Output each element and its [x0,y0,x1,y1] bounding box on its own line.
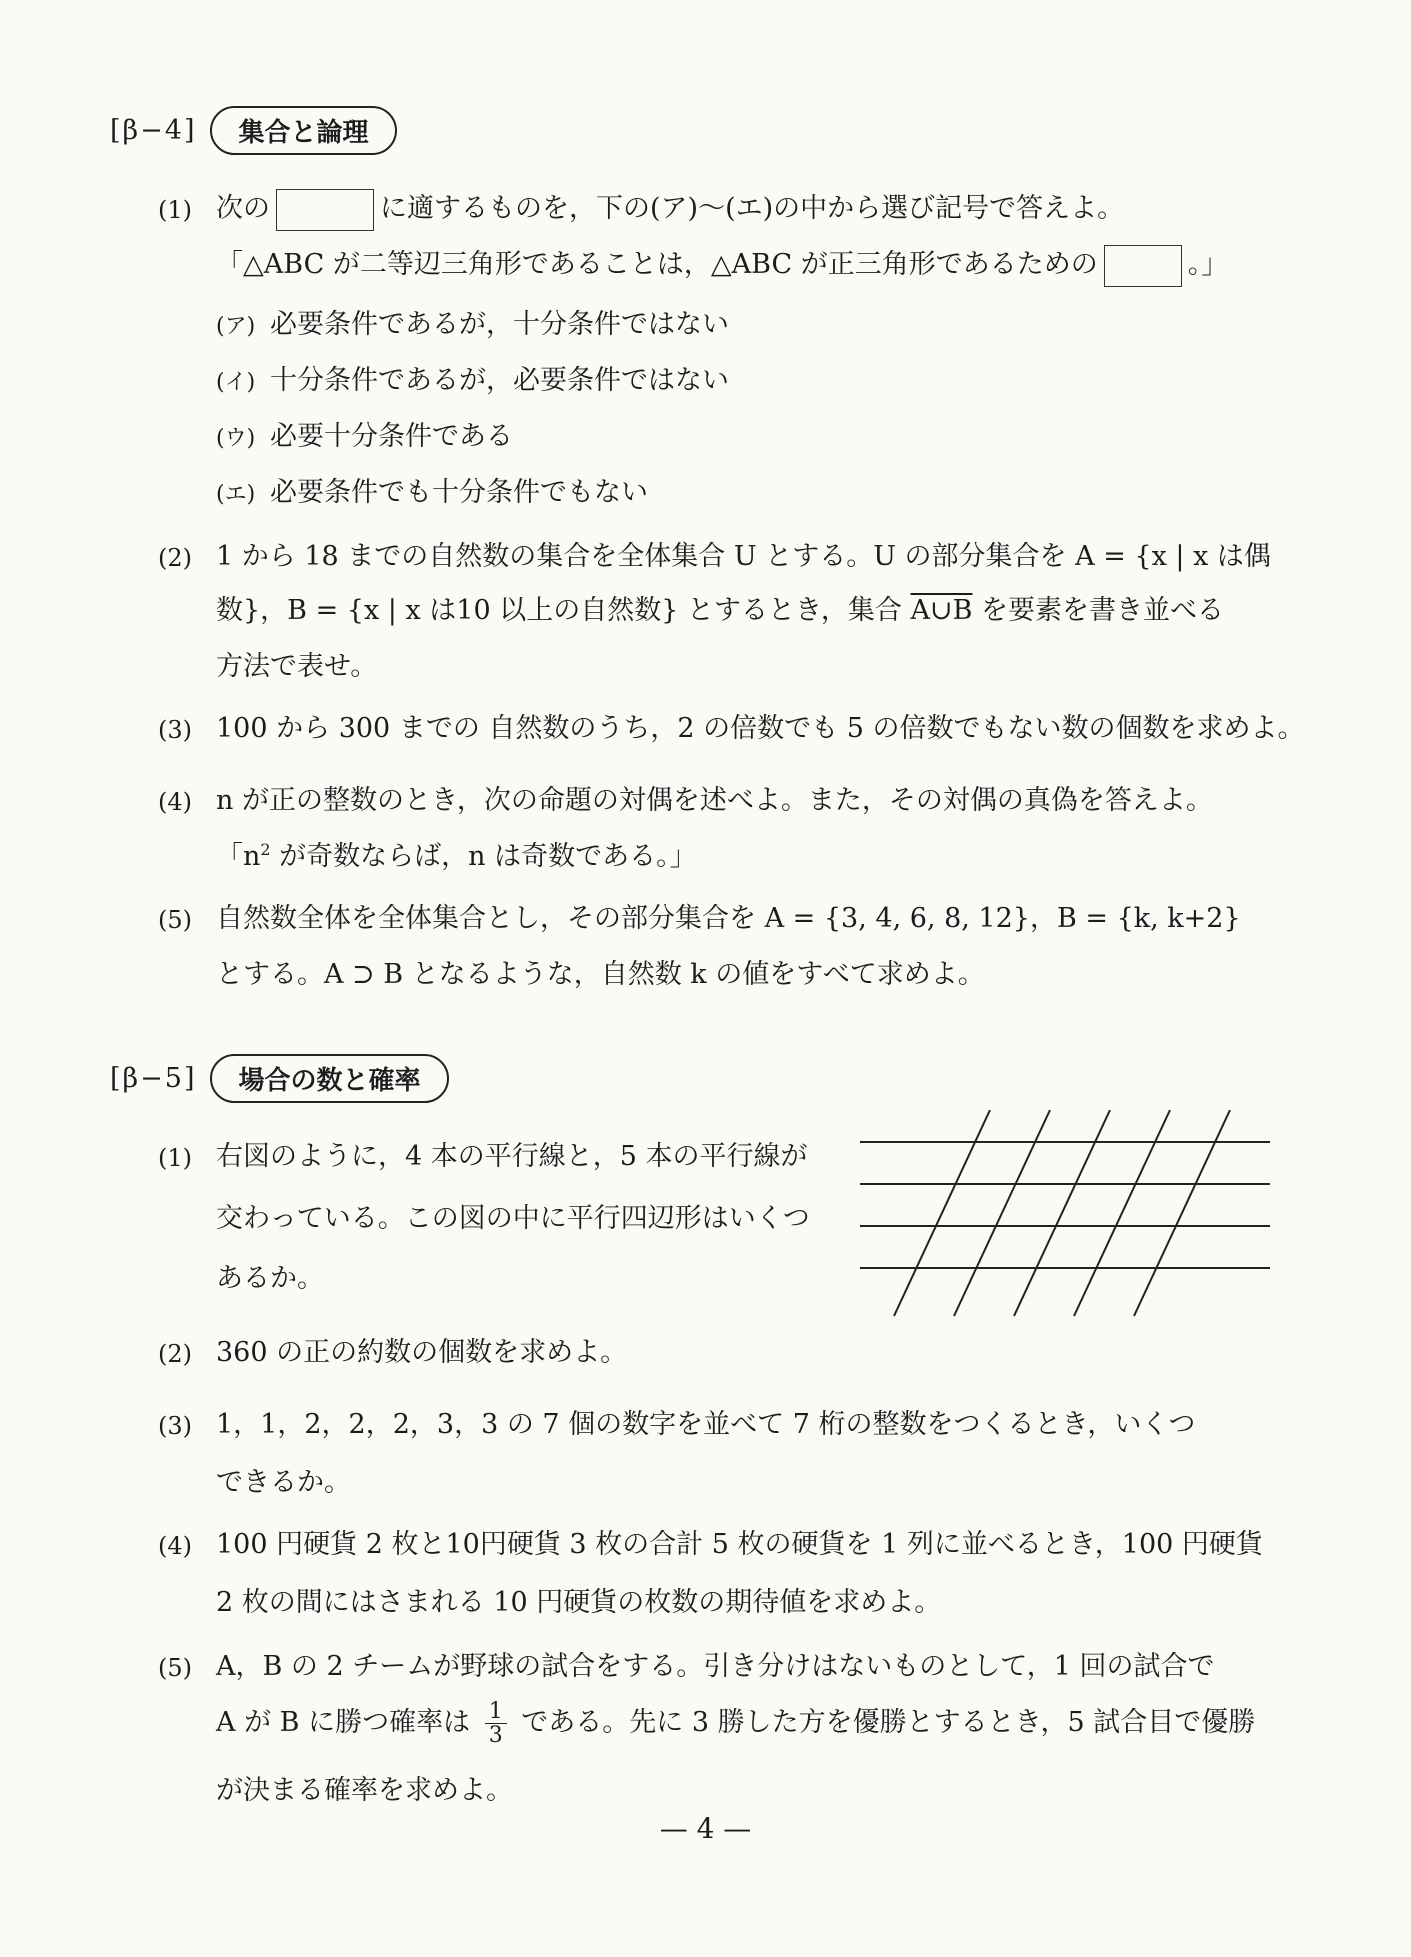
question-text [216,186,1124,231]
section-title: 集合と論理 [210,106,396,155]
option-mark: (イ) [216,370,256,395]
option-text: 必要条件でも十分条件でもない [270,477,648,508]
q-number: (1) [158,196,192,224]
slanted-line [1074,1110,1170,1316]
question-text [216,242,1228,287]
q-number: (4) [158,1532,192,1560]
q-number: (4) [158,788,192,816]
page-number: — 4 — [659,1812,752,1845]
answer-blank [1104,245,1182,287]
question-text: 1 から 18 までの自然数の集合を全体集合 U とする。U の部分集合を A = {x | x は偶 [216,541,1271,572]
question-text [216,1700,1255,1747]
text: 。」 [1187,249,1229,280]
section-header-b5 [110,1054,449,1103]
q-number: (3) [158,716,192,744]
option-item [216,414,513,453]
text: である。先に 3 勝した方を優勝とするとき，5 試合目で優勝 [521,1707,1256,1739]
question-text: 交わっている。この図の中に平行四辺形はいくつ [216,1203,810,1234]
answer-blank [276,189,374,231]
question-text: 1，1，2，2，2，3，3 の 7 個の数字を並べて 7 桁の整数をつくるとき，いくつ [216,1409,1196,1440]
text: 次の [216,193,270,224]
option-item [216,302,729,341]
question-text: 100 円硬貨 2 枚と10円硬貨 3 枚の合計 5 枚の硬貨を 1 列に並べるとき，100 円硬貨 [216,1529,1263,1560]
fraction-denominator: 3 [488,1723,503,1749]
question-text [216,588,1224,627]
text: に適するものを，下の(ア)〜(エ)の中から選び記号で答えよ。 [380,193,1125,224]
question-text: 100 から 300 までの 自然数のうち，2 の倍数でも 5 の倍数でもない数の個数を求めよ。 [216,713,1305,744]
question-text: 右図のように，4 本の平行線と，5 本の平行線が [216,1141,808,1172]
section-id: [β−4] [110,115,197,146]
option-item [216,470,648,509]
question-text [216,834,697,873]
question-text: あるか。 [216,1263,324,1294]
question-text: A，B の 2 チームが野球の試合をする。引き分けはないものとして，1 回の試合で [216,1651,1215,1682]
set-expression: A∪B [910,595,973,626]
question-text: とする。A ⊃ B となるような，自然数 k の値をすべて求めよ。 [216,959,985,990]
fraction [485,1700,507,1747]
text: が奇数ならば，n は奇数である。」 [270,841,697,872]
q-number: (2) [158,1340,192,1368]
slanted-line [1134,1110,1230,1316]
question-text: できるか。 [216,1467,351,1498]
option-text: 十分条件であるが，必要条件ではない [270,365,729,396]
exponent: 2 [260,840,271,859]
text: を要素を書き並べる [972,595,1225,626]
q-number: (2) [158,544,192,572]
text: A が B に勝つ確率は [216,1707,471,1739]
parallel-lines-figure [860,1110,1280,1330]
text: 数}，B = {x | x は10 以上の自然数} とするとき，集合 [216,595,911,626]
question-text: 360 の正の約数の個数を求めよ。 [216,1337,628,1368]
option-text: 必要条件であるが，十分条件ではない [270,309,729,340]
option-mark: (ウ) [216,426,256,451]
question-text: が決まる確率を求めよ。 [216,1775,513,1806]
q-number: (5) [158,1654,192,1682]
slanted-line [894,1110,990,1316]
option-item [216,358,729,397]
q-number: (1) [158,1144,192,1172]
option-mark: (エ) [216,482,256,507]
question-text: n が正の整数のとき，次の命題の対偶を述べよ。また，その対偶の真偽を答えよ。 [216,785,1213,816]
section-header-b4 [110,106,397,155]
slanted-line [954,1110,1050,1316]
q-number: (3) [158,1412,192,1440]
q-number: (5) [158,906,192,934]
text: 「n [216,841,261,872]
fraction-numerator: 1 [488,1699,503,1724]
section-id: [β−5] [110,1063,197,1094]
section-title: 場合の数と確率 [210,1054,448,1103]
slanted-line [1014,1110,1110,1316]
question-text: 2 枚の間にはさまれる 10 円硬貨の枚数の期待値を求めよ。 [216,1587,942,1618]
text: 「△ABC が二等辺三角形であることは，△ABC が正三角形であるための [216,249,1098,280]
option-mark: (ア) [216,314,256,339]
question-text: 自然数全体を全体集合とし，その部分集合を A = {3, 4, 6, 8, 12}，B = {k, k+2} [216,903,1241,934]
question-text: 方法で表せ。 [216,651,378,682]
option-text: 必要十分条件である [270,421,513,452]
